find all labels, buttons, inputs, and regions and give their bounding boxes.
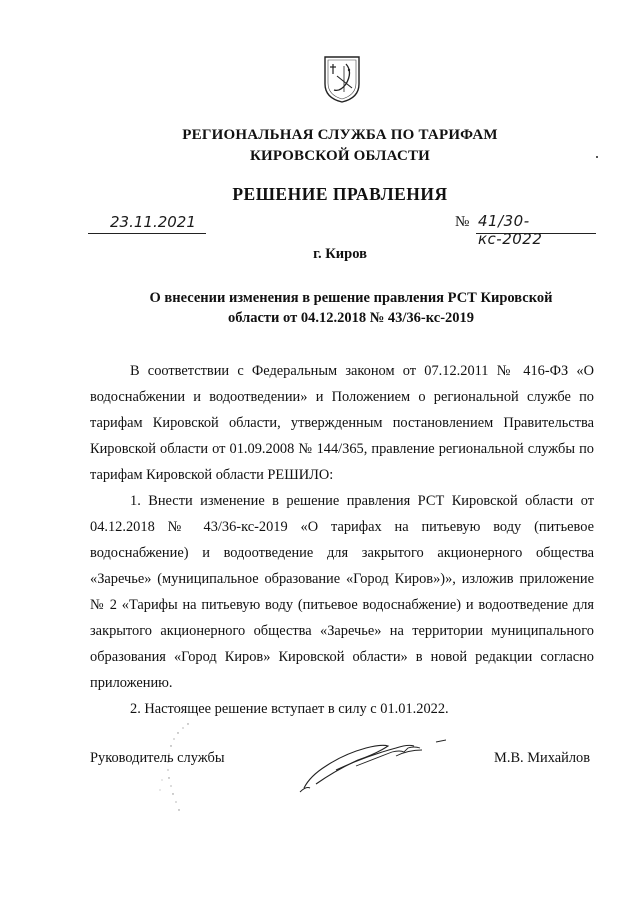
handwritten-number: 41/30-кс-2022: [478, 212, 543, 248]
scan-speck: [596, 156, 598, 158]
organization-name-line2: КИРОВСКОЙ ОБЛАСТИ: [249, 148, 431, 164]
date-underline: [88, 233, 206, 234]
subject-line2: области от 04.12.2018 № 43/36-кс-2019: [227, 310, 475, 326]
signatory-name: М.В. Михайлов: [494, 750, 590, 766]
number-sign: №: [455, 214, 470, 230]
document-date: [88, 213, 208, 235]
organization-name-line1: РЕГИОНАЛЬНАЯ СЛУЖБА ПО ТАРИФАМ: [182, 127, 498, 143]
decision-subject: [128, 288, 574, 328]
handwritten-signature: [296, 726, 446, 796]
document-number: [478, 212, 594, 248]
body-paragraph-item2: 2. Настоящее решение вступает в силу с 01.01.2022.: [130, 701, 449, 717]
number-underline: [476, 233, 596, 234]
document-title: РЕШЕНИЕ ПРАВЛЕНИЯ: [232, 184, 448, 204]
decision-body: [90, 358, 594, 722]
handwritten-date: 23.11.2021: [110, 213, 196, 231]
city-line: г. Киров: [313, 246, 367, 262]
subject-line1: О внесении изменения в решение правления РСТ Кировской: [149, 290, 553, 306]
signatory-role: Руководитель службы: [90, 750, 225, 766]
coat-of-arms-emblem: [322, 54, 362, 104]
faint-stamp-marks: [150, 720, 200, 830]
body-paragraph-item1: 1. Внести изменение в решение правления РСТ Кировской области от 04.12.2018 № 43/36-кс-2019 «О тарифах на питьевую воду (питьевое водоснабжение) и водоотведение для закрытого акционерного общества «Заречье» (муниципальное образование «Город Киров»)», изложив приложение № 2 «Тарифы на питьевую воду (питьевое водоснабжение) и водоотведение для закрытого акционерного общества «Заречье» на территории муниципального образования «Город Киров» Кировской области» в новой редакции согласно приложению.: [90, 493, 594, 691]
body-paragraph-preamble: В соответствии с Федеральным законом от 07.12.2011 № 416-ФЗ «О водоснабжении и водоотведении» и Положением о региональной службе по тарифам Кировской области, утвержденным постановлением Правительства Кировской области от 01.09.2008 № 144/365, правление региональной службы по тарифам Кировской области РЕШИЛО:: [90, 363, 594, 483]
